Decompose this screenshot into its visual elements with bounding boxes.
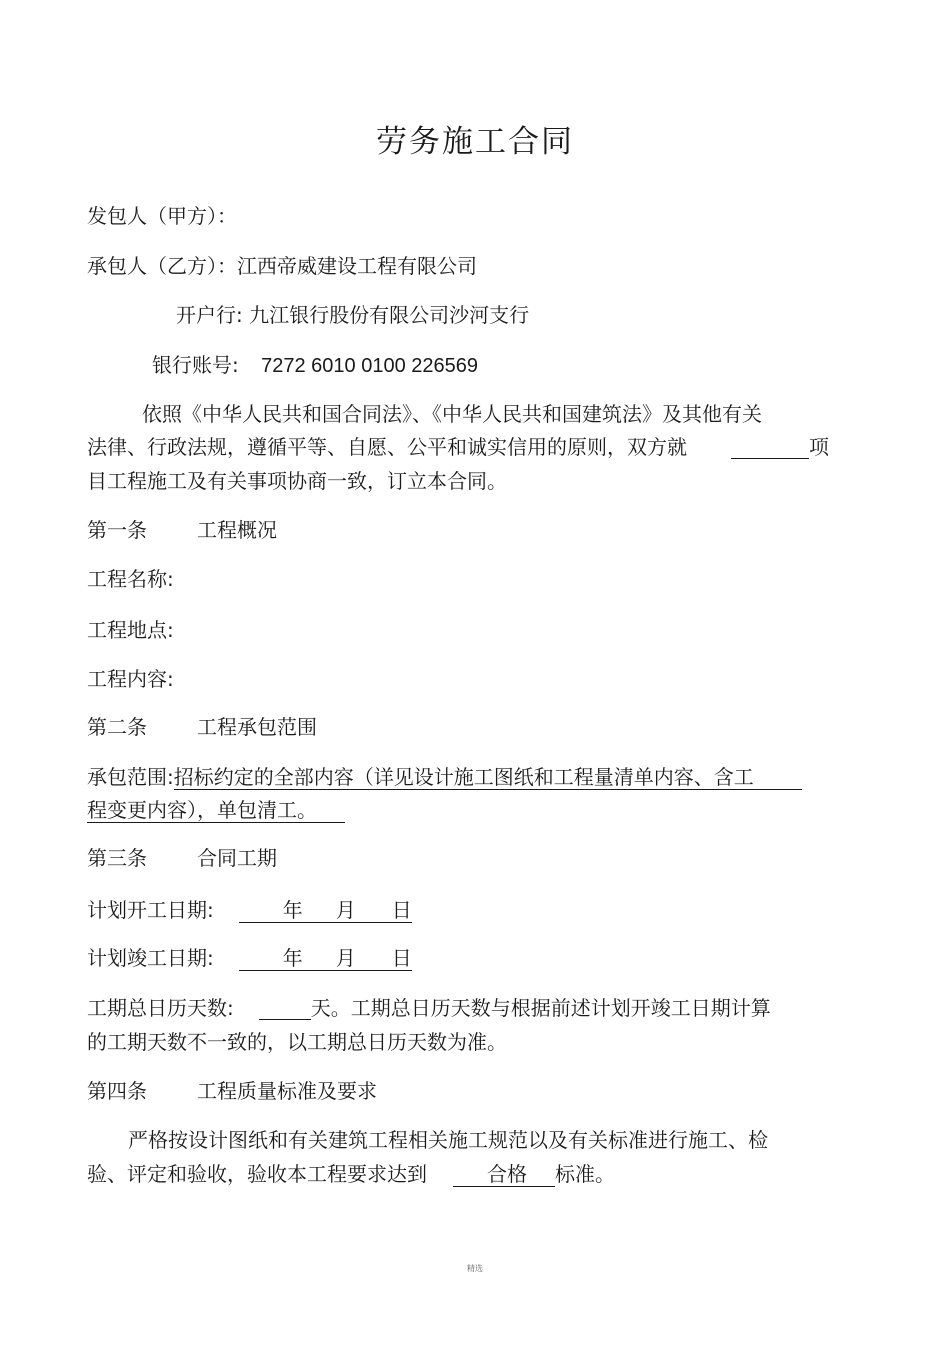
total-days-line-2: 的工期天数不一致的，以工期总日历天数为准。	[87, 1030, 507, 1054]
scope-text-1: 招标约定的全部内容（详见设计施工图纸和工程量清单内容、含工	[174, 765, 802, 790]
end-date-blank	[239, 946, 412, 971]
party-a-label: 发包人（甲方）：	[87, 204, 237, 228]
account-value: 7272 6010 0100 226569	[261, 355, 478, 377]
total-days-line-1	[87, 996, 771, 1020]
end-year: 年	[282, 946, 303, 970]
start-month: 月	[335, 898, 356, 922]
document-title: 劳务施工合同	[376, 124, 574, 160]
bank-line	[176, 303, 529, 327]
project-blank	[731, 438, 809, 459]
bank-label: 开户行:	[176, 303, 243, 327]
article-2-heading	[87, 715, 317, 739]
party-b-line	[87, 254, 477, 278]
article-1-heading	[87, 518, 277, 542]
quality-text: 验、评定和验收，验收本工程要求达到	[87, 1162, 427, 1186]
total-days-label: 工期总日历天数:	[87, 996, 234, 1020]
scope-label: 承包范围:	[87, 765, 174, 789]
account-line	[152, 353, 478, 378]
article-3-title: 合同工期	[197, 846, 277, 870]
scope-line-2	[87, 798, 345, 823]
intro-line-1: 依照《中华人民共和国合同法》、《中华人民共和国建筑法》及其他有关	[142, 402, 762, 426]
intro-line-2	[87, 435, 829, 459]
article-4-number: 第四条	[87, 1079, 147, 1103]
start-date-blank	[239, 898, 412, 923]
page-footer: 精选	[467, 1264, 483, 1273]
quality-line-1: 严格按设计图纸和有关建筑工程相关施工规范以及有关标准进行施工、检	[128, 1128, 768, 1152]
project-content-label: 工程内容:	[87, 667, 174, 691]
project-location-label: 工程地点:	[87, 618, 174, 642]
end-date-line	[87, 946, 412, 971]
quality-end: 标准。	[555, 1162, 615, 1186]
intro-line-2-text: 法律、行政法规，遵循平等、自愿、公平和诚实信用的原则，双方就	[87, 435, 687, 459]
article-1-number: 第一条	[87, 518, 147, 542]
total-days-text-1: 天。工期总日历天数与根据前述计划开竣工日期计算	[310, 996, 771, 1020]
article-2-number: 第二条	[87, 715, 147, 739]
bank-value: 九江银行股份有限公司沙河支行	[249, 303, 530, 327]
party-b-value: 江西帝威建设工程有限公司	[237, 254, 477, 278]
quality-standard: 合格	[453, 1162, 555, 1187]
end-day: 日	[391, 946, 412, 970]
start-day: 日	[391, 898, 412, 922]
article-3-number: 第三条	[87, 846, 147, 870]
end-month: 月	[335, 946, 356, 970]
end-date-label: 计划竣工日期:	[87, 946, 214, 970]
start-date-label: 计划开工日期:	[87, 898, 214, 922]
quality-line-2	[87, 1162, 615, 1187]
intro-line-3: 目工程施工及有关事项协商一致，订立本合同。	[87, 469, 507, 493]
project-name-label: 工程名称:	[87, 567, 174, 591]
intro-line-2-end: 项	[809, 435, 829, 459]
scope-text-2: 程变更内容），单包清工。	[87, 798, 345, 823]
party-a-line	[87, 204, 237, 228]
start-year: 年	[282, 898, 303, 922]
article-1-title: 工程概况	[197, 518, 277, 542]
start-date-line	[87, 898, 412, 923]
article-3-heading	[87, 846, 277, 870]
party-b-label: 承包人（乙方）：	[87, 254, 237, 278]
article-2-title: 工程承包范围	[197, 715, 317, 739]
article-4-title: 工程质量标准及要求	[197, 1079, 377, 1103]
article-4-heading	[87, 1079, 377, 1103]
account-label: 银行账号:	[152, 353, 239, 377]
total-days-blank	[259, 999, 311, 1020]
scope-line-1	[87, 765, 802, 790]
